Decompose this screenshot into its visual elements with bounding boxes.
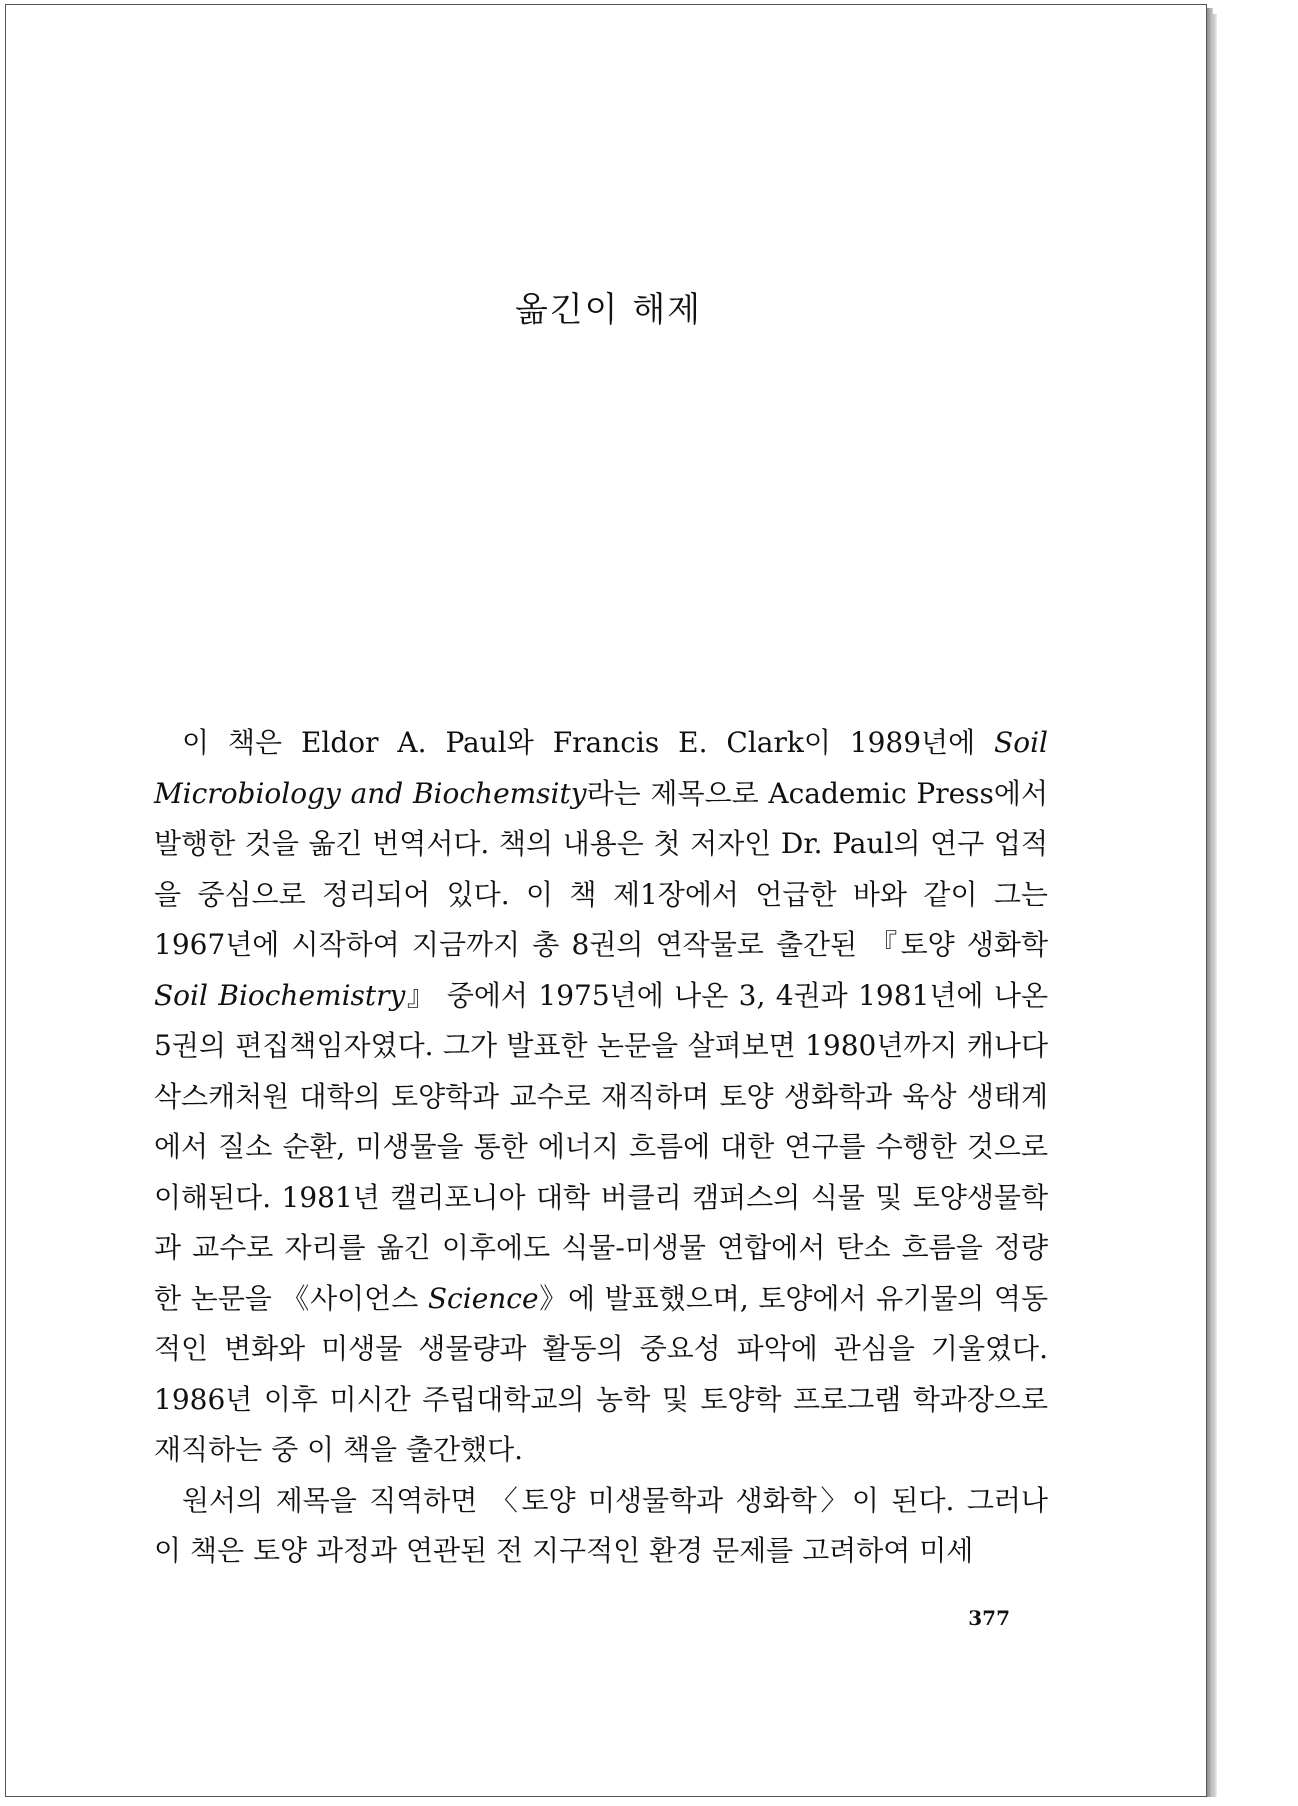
journal-title: Science (427, 1281, 539, 1315)
paragraph-1-part-2: 라는 제목으로 Academic Press에서 발행한 것을 옮긴 번역서다. 책의 내용은 첫 저자인 Dr. Paul의 연구 업적을 중심으로 정리되어 있다. 이 책 제1장에서 언급한 바와 같이 그는 1967년에 시작하여 지금까지 총 8권의 연작물로 출간된 『토양 생화학 (154, 776, 1048, 961)
paragraph-1-intro: 이 책은 Eldor A. Paul와 Francis E. Clark이 1989년에 (182, 726, 995, 759)
series-title: Soil Biochemistry (154, 978, 406, 1012)
body-text (154, 718, 1048, 1577)
original-book-title: Soil Microbiology and Biochemsity (154, 726, 1048, 810)
paragraph-1-part-4: 》에 발표했으며, 토양에서 유기물의 역동적인 변화와 미생물 생물량과 활동의 중요성 파악에 관심을 기울였다. 1986년 이후 미시간 주립대학교의 농학 및 토양학 프로그램 학과장으로 재직하는 중 이 책을 출간했다. (154, 1281, 1048, 1466)
paragraph-1 (154, 718, 1048, 1476)
chapter-title: 옮긴이 해제 (514, 290, 703, 330)
paragraph-1-part-3: 』 중에서 1975년에 나온 3, 4권과 1981년에 나온 5권의 편집책임자였다. 그가 발표한 논문을 살펴보면 1980년까지 캐나다 삭스캐처원 대학의 토양학과 교수로 재직하며 토양 생화학과 육상 생태계에서 질소 순환, 미생물을 통한 에너지 흐름에 대한 연구를 수행한 것으로 이해된다. 1981년 캘리포니아 대학 버클리 캠퍼스의 식물 및 토양생물학과 교수로 자리를 옮긴 이후에도 식물-미생물 연합에서 탄소 흐름을 정량한 논문을 《사이언스 (154, 978, 1048, 1315)
paragraph-2: 원서의 제목을 직역하면 〈토양 미생물학과 생화학〉이 된다. 그러나 이 책은 토양 과정과 연관된 전 지구적인 환경 문제를 고려하여 미세 (154, 1483, 1048, 1567)
page-number: 377 (968, 1606, 1010, 1630)
